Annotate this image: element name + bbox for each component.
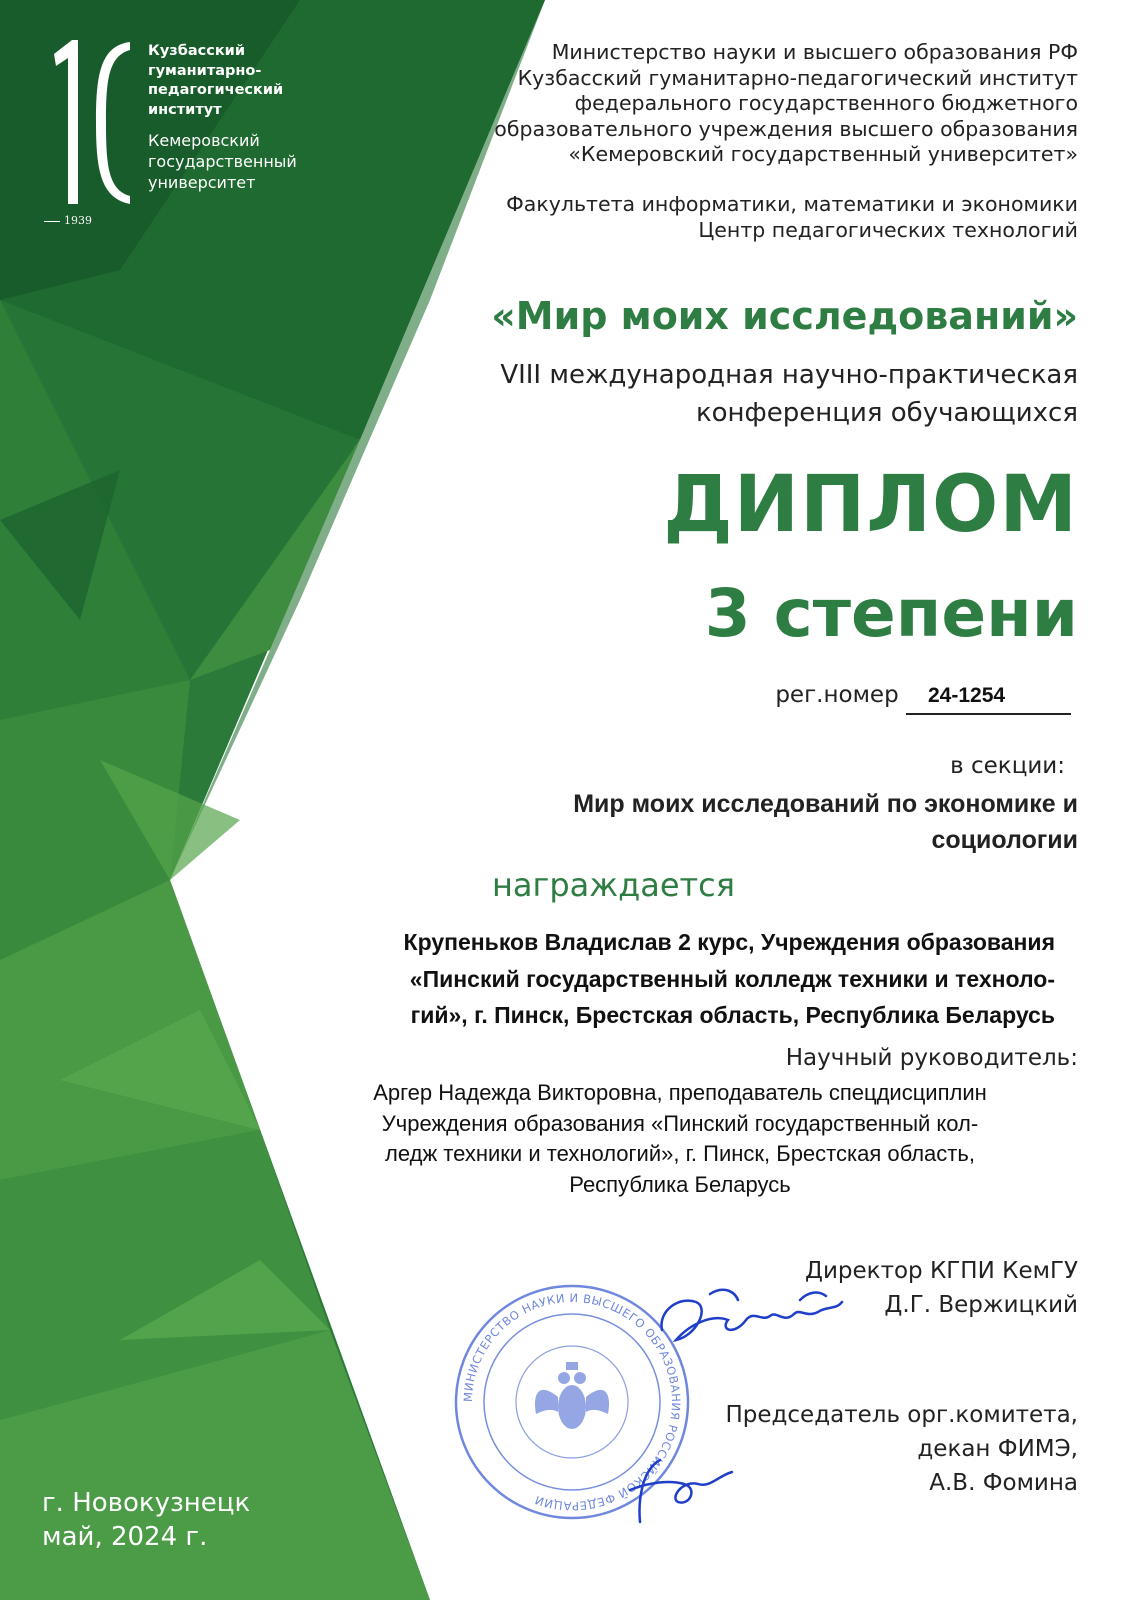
section-name xyxy=(573,786,1078,858)
supervisor-line: ледж техники и технологий», г. Пинск, Брестская область, xyxy=(385,1141,975,1166)
supervisor-line: Аргер Надежда Викторовна, преподаватель спецдисциплин xyxy=(373,1080,987,1105)
logo-institute-line: Кузбасский xyxy=(148,43,245,59)
chair-name: А.В. Фомина xyxy=(929,1470,1078,1496)
reg-label: рег.номер xyxy=(775,682,899,708)
faculty-line: Центр педагогических технологий xyxy=(698,217,1078,242)
recipient xyxy=(404,924,1055,1034)
recipient-line: гий», г. Пинск, Брестская область, Республика Беларусь xyxy=(410,1002,1055,1028)
logo-university-line: Кемеровский xyxy=(148,131,260,150)
conference-subtitle xyxy=(500,356,1078,432)
faculty-header xyxy=(506,192,1078,243)
stamp-ring-text: МИНИСТЕРСТВО НАУКИ И ВЫСШЕГО ОБРАЗОВАНИЯ РОССИЙСКОЙ ФЕДЕРАЦИИ xyxy=(460,1290,684,1514)
logo-institute-line: педагогический xyxy=(148,82,284,98)
logo-university-line: государственный xyxy=(148,152,297,171)
supervisor-label: Научный руководитель: xyxy=(785,1045,1078,1071)
header-line: Кузбасский гуманитарно-педагогический институт xyxy=(517,65,1078,90)
logo-institute-line: гуманитарно- xyxy=(148,62,262,79)
logo-text xyxy=(148,42,297,193)
logo-university-line: университет xyxy=(148,173,256,192)
director-block xyxy=(805,1254,1078,1322)
director-name: Д.Г. Вержицкий xyxy=(884,1292,1078,1318)
faculty-line: Факультета информатики, математики и экономики xyxy=(506,192,1078,216)
registration-number-row xyxy=(775,678,1071,715)
conference-subtitle-line: VIII международная научно-практическая xyxy=(500,360,1078,390)
footer-date: май, 2024 г. xyxy=(42,1522,208,1552)
section-name-line: Мир моих исследований по экономике и xyxy=(573,790,1078,818)
logo-year: 1939 xyxy=(44,214,92,227)
header-line: «Кемеровский государственный университет» xyxy=(568,142,1078,166)
footer-city: г. Новокузнецк xyxy=(42,1488,251,1518)
ministry-header xyxy=(494,40,1078,168)
supervisor-details xyxy=(280,1078,1080,1200)
header-line: образовательного учреждения высшего образования xyxy=(494,116,1078,141)
conference-subtitle-line: конференция обучающихся xyxy=(695,398,1078,428)
conference-title: «Мир моих исследований» xyxy=(491,294,1078,338)
header-line: федерального государственного бюджетного xyxy=(574,91,1078,115)
diploma-degree: 3 степени xyxy=(704,575,1078,652)
awarded-label: награждается xyxy=(492,866,735,904)
supervisor-line: Учреждения образования «Пинский государственный кол- xyxy=(381,1110,979,1136)
recipient-line: Крупеньков Владислав 2 курс, Учреждения образования xyxy=(403,929,1055,955)
chair-position: декан ФИМЭ, xyxy=(917,1436,1078,1462)
logo-institute-line: институт xyxy=(148,101,222,118)
footer-place-date xyxy=(42,1486,250,1554)
supervisor-line: Республика Беларусь xyxy=(569,1171,791,1197)
section-label: в секции: xyxy=(950,753,1065,779)
chair-block xyxy=(725,1398,1078,1500)
chair-title: Председатель орг.комитета, xyxy=(725,1402,1078,1428)
director-title: Директор КГПИ КемГУ xyxy=(805,1258,1078,1284)
header-line: Министерство науки и высшего образования РФ xyxy=(551,40,1078,64)
recipient-line: «Пинский государственный колледж техники и техноло- xyxy=(409,965,1055,992)
eagle-emblem-icon xyxy=(535,1362,609,1429)
reg-number: 24-1254 xyxy=(928,684,1006,707)
university-logo xyxy=(38,36,138,216)
diploma-title: ДИПЛОМ xyxy=(663,460,1078,550)
section-name-line: социологии xyxy=(931,826,1078,854)
